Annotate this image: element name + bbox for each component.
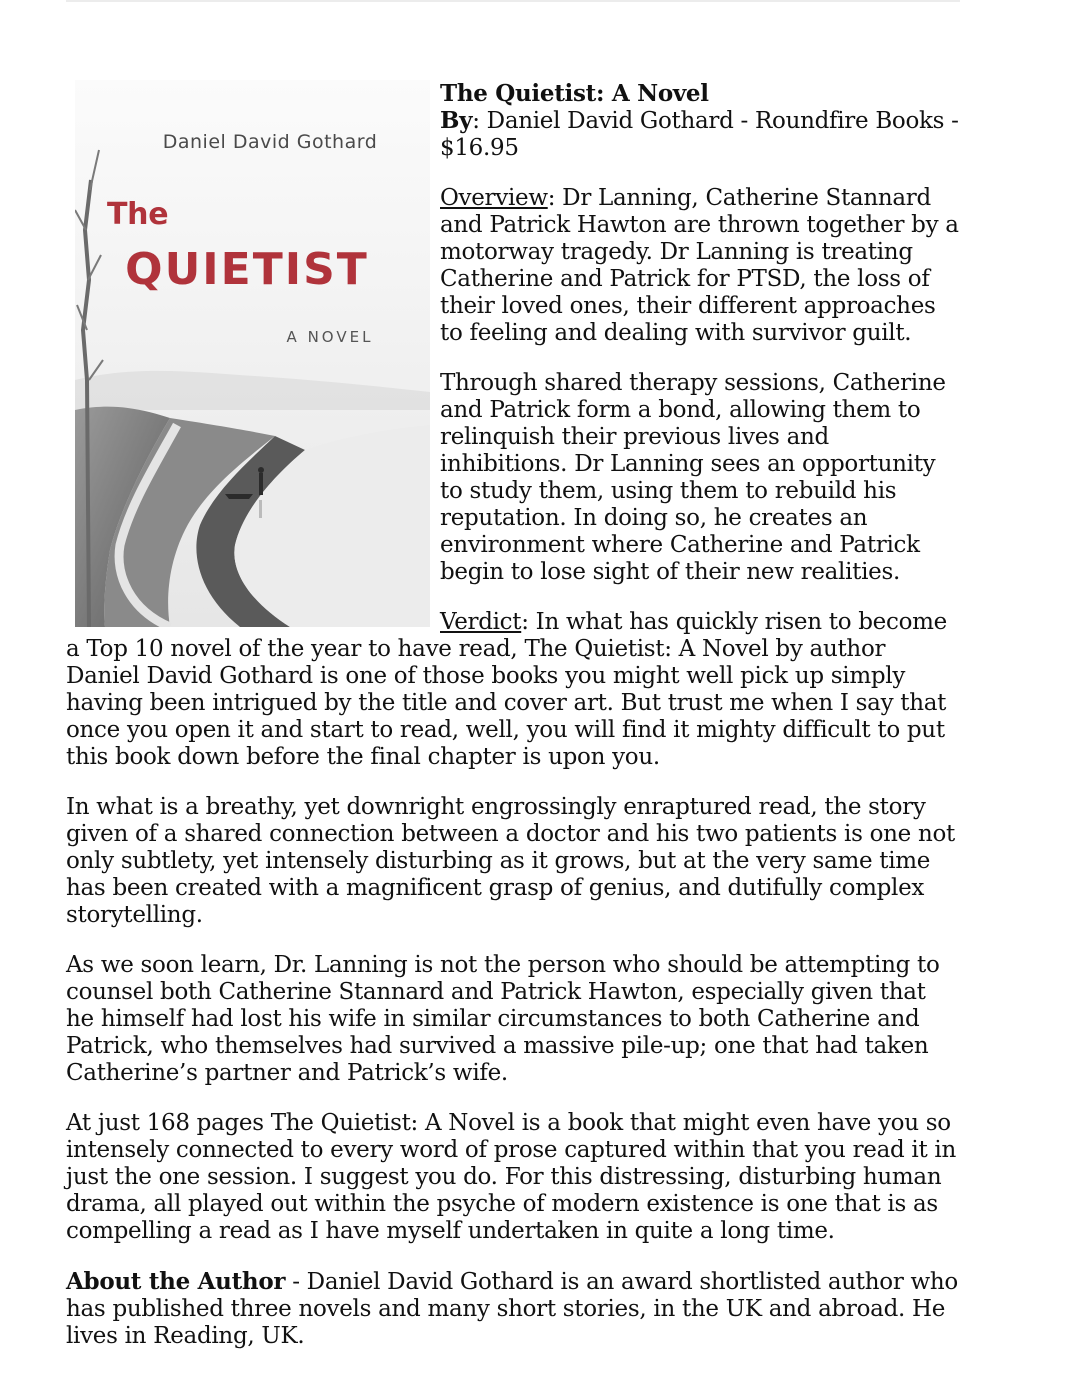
cover-artwork (75, 80, 430, 627)
about-author-label: About the Author (66, 1268, 286, 1295)
about-author-text: - Daniel David Gothard is an award shortlisted author who has published three novels and many short stories, in the UK and abroad. He lives in Reading, UK. (66, 1269, 958, 1349)
verdict-paragraph (66, 609, 960, 771)
book-title: The Quietist: A Novel (440, 80, 709, 107)
verdict-text: : In what has quickly risen to become a Top 10 novel of the year to have read, The Quietist: A Novel by author Daniel David Gothard is one of those books you might well pick up simply having been intrigued by the title and cover art. But trust me when I say that once you open it and start to read, well, you will find it mighty difficult to put this book down before the final chapter is upon you. (66, 609, 947, 770)
cover-title-big: QUIETIST (125, 244, 369, 295)
cover-subtitle: A NOVEL (286, 328, 374, 346)
by-label: By (440, 107, 473, 134)
overview-paragraph-2: Through shared therapy sessions, Catherine and Patrick form a bond, allowing them to relinquish their previous lives and inhibitions. Dr Lanning sees an opportunity to study them, using them to rebuild his reputation. In doing so, he creates an environment where Catherine and Patrick begin to lose sight of their new realities. (440, 370, 946, 585)
cover-title-small: The (107, 197, 169, 232)
overview-text: : Dr Lanning, Catherine Stannard and Patrick Hawton are thrown together by a motorway tragedy. Dr Lanning is treating Catherine and Patrick for PTSD, the loss of their loved ones, their different approaches to feeling and dealing with survivor guilt. (440, 185, 959, 346)
about-author-paragraph (66, 1268, 960, 1350)
review-paragraph-4: At just 168 pages The Quietist: A Novel is a book that might even have you so intensely connected to every word of prose captured within that you read it in just the one session. I suggest you do. For this distressing, disturbing human drama, all played out within the psyche of modern existence is one that is as compelling a read as I have myself undertaken in quite a long time. (66, 1110, 956, 1244)
review-paragraph-3: As we soon learn, Dr. Lanning is not the person who should be attempting to counsel both Catherine Stannard and Patrick Hawton, especially given that he himself had lost his wife in similar circumstances to both Catherine and Patrick, who themselves had survived a massive pile-up; one that had taken Catherine’s partner and Patrick’s wife. (66, 952, 940, 1086)
review-paragraph-2: In what is a breathy, yet downright engrossingly enraptured read, the story given of a shared connection between a doctor and his two patients is one not only subtlety, yet intensely disturbing as it grows, but at the very same time has been created with a magnificent grasp of genius, and dutifully complex storytelling. (66, 794, 955, 928)
book-cover-image (75, 80, 430, 627)
overview-label: Overview (440, 185, 548, 211)
cover-author-name: Daniel David Gothard (162, 131, 378, 153)
review-article (66, 80, 960, 1373)
top-divider (66, 0, 960, 2)
verdict-label: Verdict (440, 609, 522, 635)
byline-text: : Daniel David Gothard - Roundfire Books - $16.95 (440, 108, 959, 161)
